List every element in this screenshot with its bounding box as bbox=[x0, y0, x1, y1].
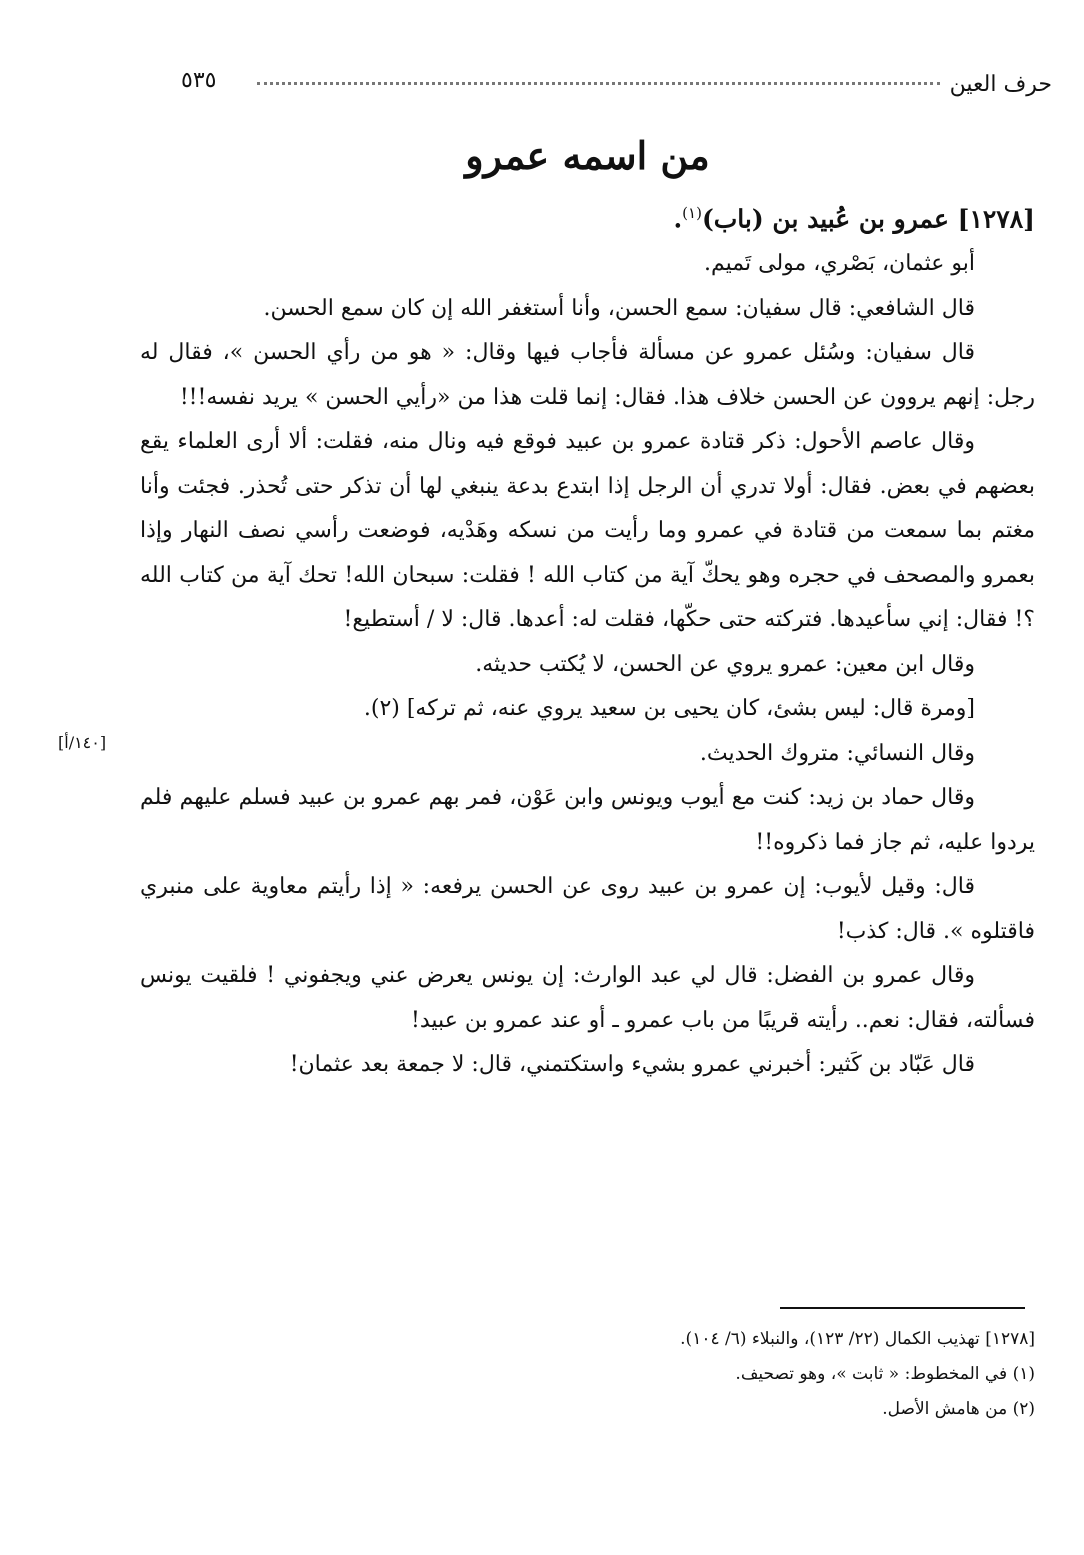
paragraph: وقال حماد بن زيد: كنت مع أيوب ويونس وابن عَوْن، فمر بهم عمرو بن عبيد فسلم عليهم فلم يردوا عليه، ثم جاز فما ذكروه!! bbox=[140, 785, 1035, 855]
paragraph: قال سفيان: وسُئل عمرو عن مسألة فأجاب فيها وقال: « هو من رأي الحسن »، فقال له رجل: إنهم يروون عن الحسن خلاف هذا. فقال: إنما قلت هذا من «رأيي الحسن » يريد نفسه!!! bbox=[140, 340, 1035, 410]
paragraph: قال: وقيل لأيوب: إن عمرو بن عبيد روى عن الحسن يرفعه: « إذا رأيتم معاوية على منبري فاقتلوه ». قال: كذب! bbox=[140, 874, 1035, 944]
main-text bbox=[140, 128, 1035, 1088]
running-header bbox=[165, 68, 1052, 108]
entry-name: عمرو بن عُبيد بن (باب) bbox=[701, 204, 949, 234]
footnote: (٢) من هامش الأصل. bbox=[882, 1399, 1035, 1419]
section-title: من اسمه عمرو bbox=[465, 133, 710, 178]
footnotes bbox=[140, 1322, 1035, 1427]
paragraph: قال الشافعي: قال سفيان: سمع الحسن، وأنا أستغفر الله إن كان سمع الحسن. bbox=[263, 295, 975, 321]
page-number: ٥٣٥ bbox=[181, 68, 217, 93]
paragraph: [ومرة قال: ليس بشئ، كان يحيى بن سعيد يروي عنه، ثم تركه] (٢). bbox=[363, 696, 975, 722]
paragraph: قال عَبّاد بن كَثير: أخبرني عمرو بشيء واستكتمني، قال: لا جمعة بعد عثمان! bbox=[289, 1052, 975, 1078]
entry-heading: [١٢٧٨] عمرو بن عُبيد بن (باب)$^{(١)}$. bbox=[673, 204, 1035, 234]
paragraph: أبو عثمان، بَصْري، مولى تَميم. bbox=[704, 251, 975, 277]
footnote: (١) في المخطوط: « ثابت »، وهو تصحيف. bbox=[735, 1364, 1035, 1384]
header-dotted-rule bbox=[257, 82, 940, 85]
paragraph: وقال ابن معين: عمرو يروي عن الحسن، لا يُكتب حديثه. bbox=[475, 651, 975, 677]
paragraph: وقال النسائي: متروك الحديث. bbox=[699, 740, 975, 766]
footnote-ref-1: (١) bbox=[682, 204, 702, 222]
header-title: حرف العين bbox=[949, 72, 1052, 97]
margin-folio-reference: [١٤٠/أ] bbox=[58, 733, 107, 752]
footnote: [١٢٧٨] تهذيب الكمال (٢٢/ ١٢٣)، والنبلاء (٦/ ١٠٤). bbox=[680, 1329, 1035, 1349]
paragraph: وقال عمرو بن الفضل: قال لي عبد الوارث: إن يونس يعرض عني ويجفوني ! فلقيت يونس فسألته، فقال: نعم.. رأيته قريبًا من باب عمرو ـ أو عند عمرو بن عبيد! bbox=[140, 963, 1035, 1033]
footnote-separator bbox=[780, 1307, 1025, 1309]
entry-number: [١٢٧٨] bbox=[957, 204, 1035, 234]
paragraph: وقال عاصم الأحول: ذكر قتادة عمرو بن عبيد فوقع فيه ونال منه، فقلت: ألا أرى العلماء يقع بعضهم في بعض. فقال: أولا تدري أن الرجل إذا ابتدع بدعة ينبغي لها أن تذكر حتى تُحذر. فجئت وأنا مغتم بما سمعت من قتادة في عمرو وما رأيت من نسكه وهَدْيه، فوضعت رأسي نصف النهار وإذا بعمرو والمصحف في حجره وهو يحكّ آية من كتاب الله ! فقلت: سبحان الله! تحك آية من كتاب الله ؟! فقال: إني سأعيدها. فتركته حتى حكّها، فقلت له: أعدها. قال: لا / أستطيع! bbox=[140, 429, 1035, 633]
